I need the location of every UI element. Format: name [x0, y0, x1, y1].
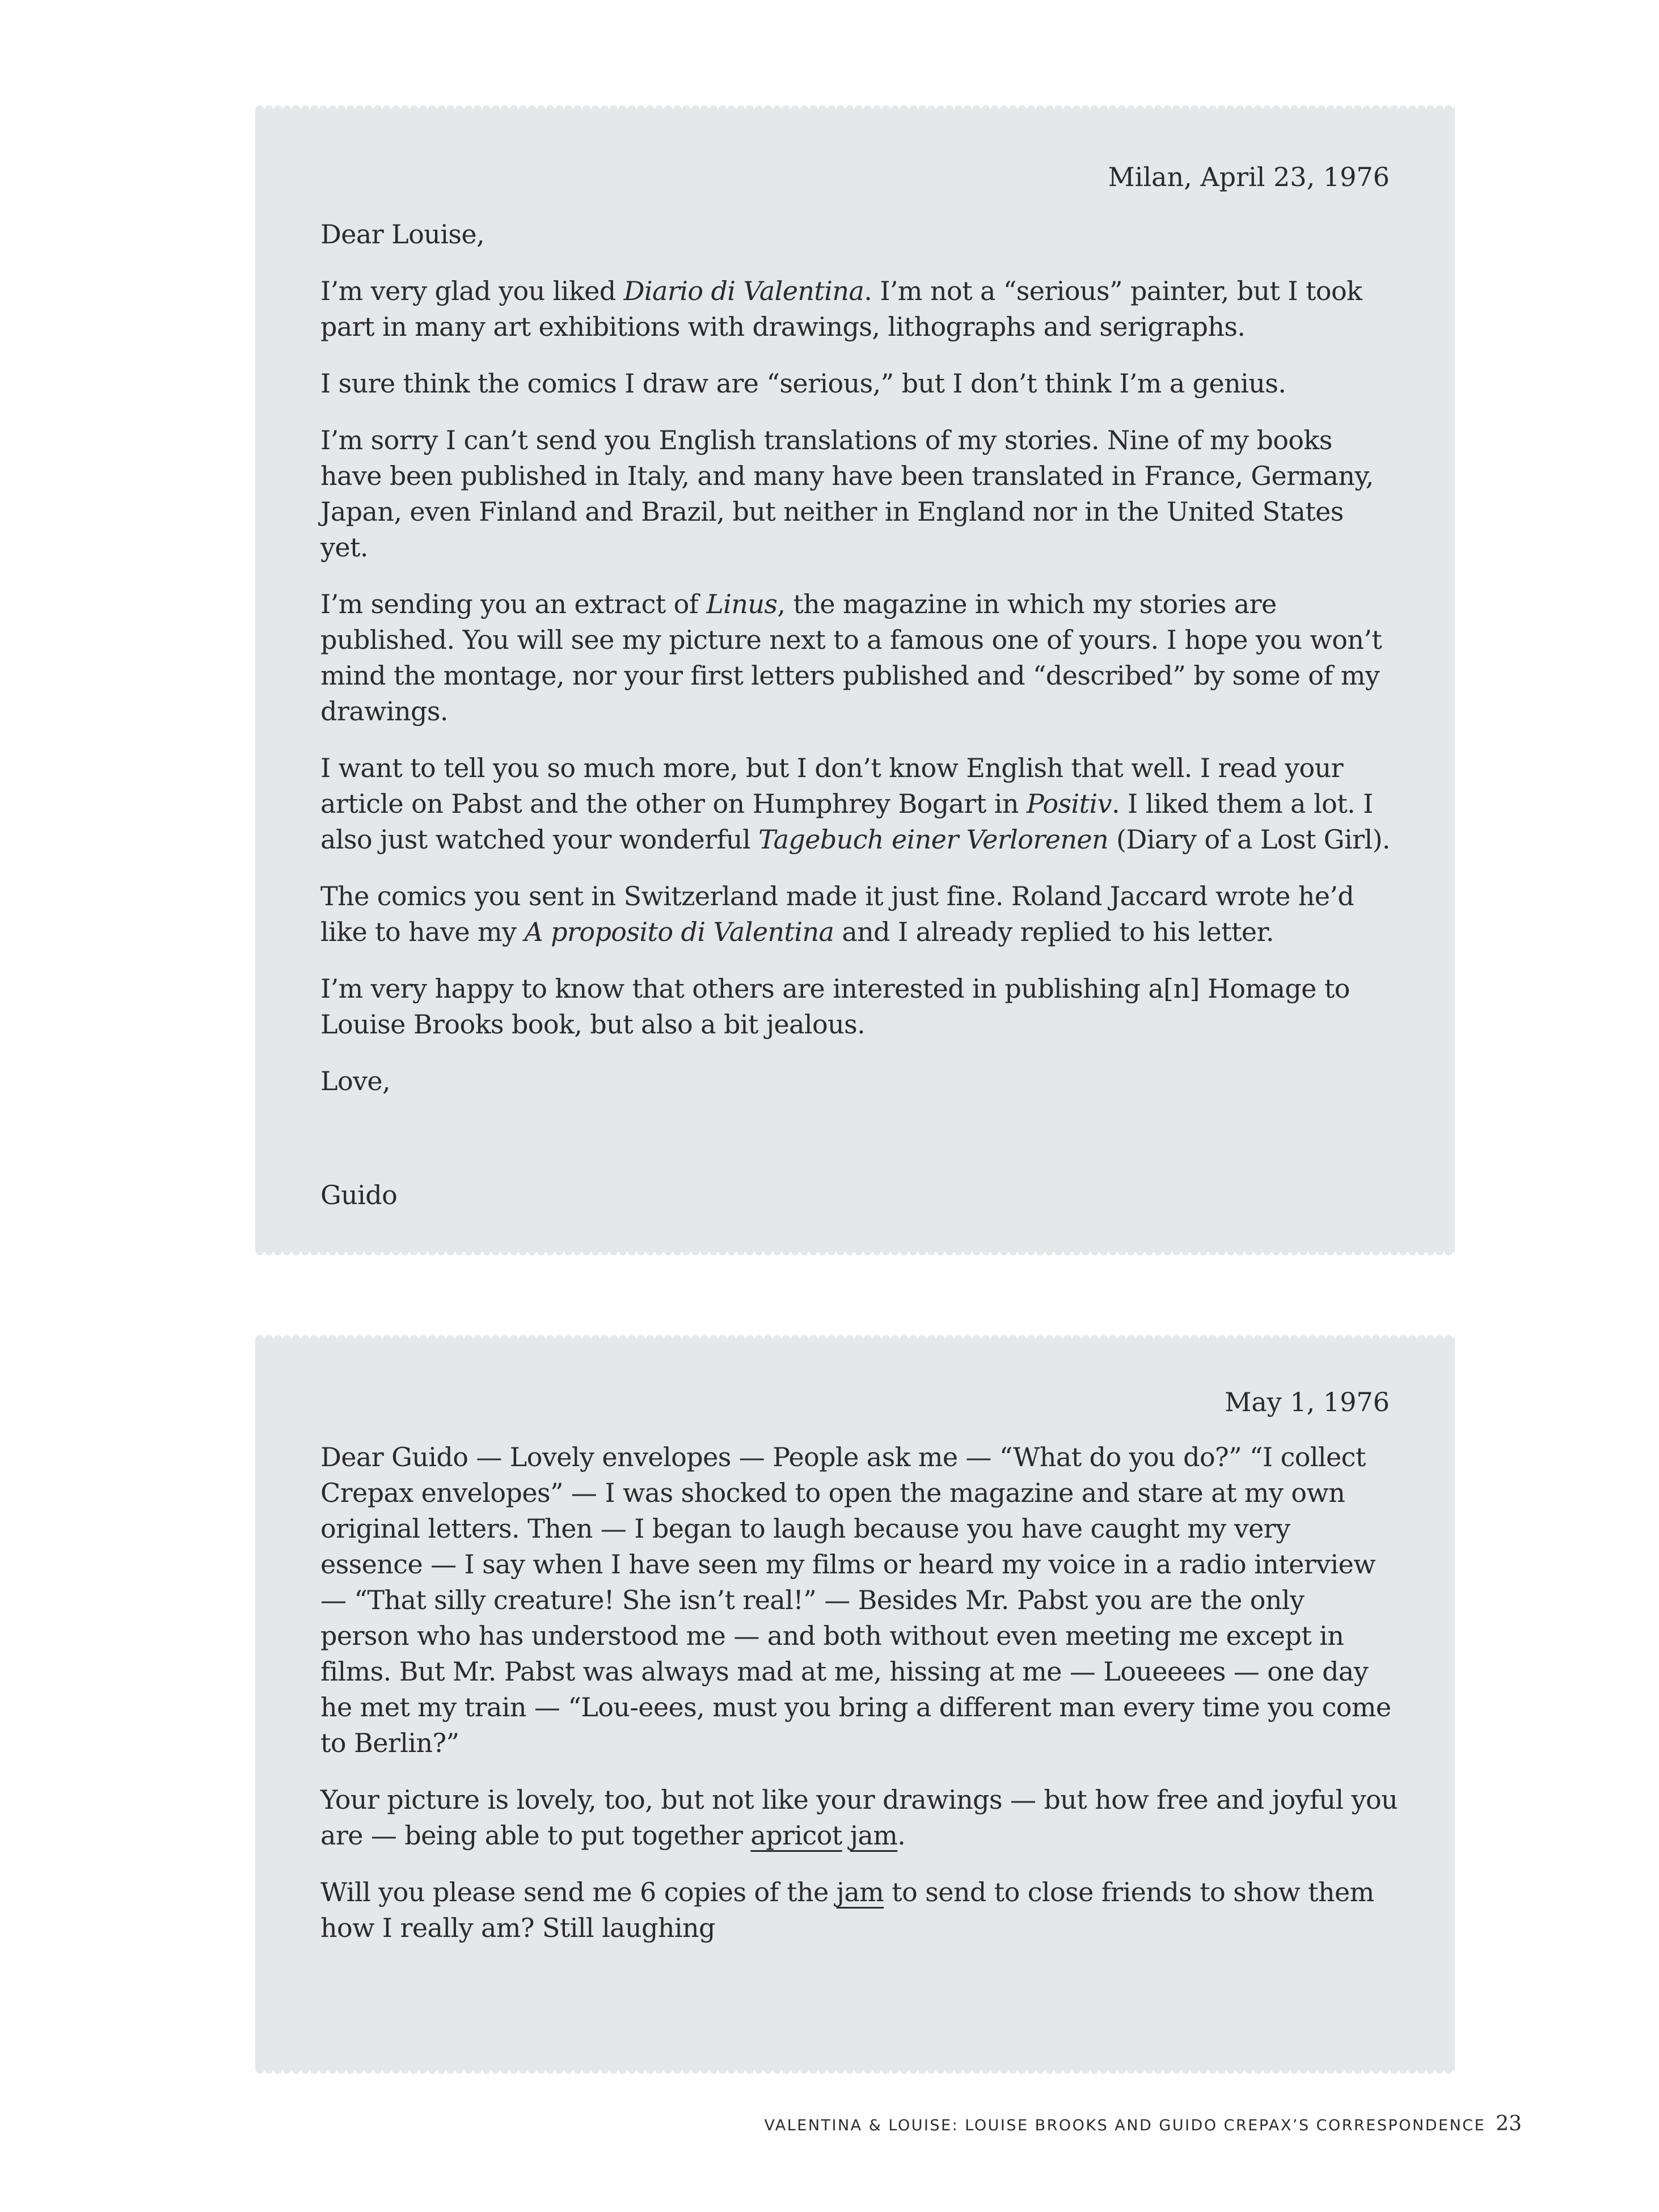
underlined-word: jam — [850, 1820, 898, 1851]
underlined-word: apricot — [750, 1820, 842, 1851]
paragraph: I’m very happy to know that others are interested in publishing a[n] Homage to Louise Brooks book, but also a bit jealous. — [320, 973, 1350, 1040]
letter-card-guido — [255, 109, 1455, 1252]
paragraph: The comics you sent in Switzerland made it just fine. Roland Jaccard wrote he’d like to have my A proposito di Valentina and I already replied to his letter. — [320, 881, 1354, 947]
book-title: Diario di Valentina — [623, 276, 864, 306]
page-footer — [765, 2113, 1522, 2137]
magazine-title: Linus — [706, 589, 778, 619]
book-title: A proposito di Valentina — [524, 917, 834, 947]
letter-body — [320, 217, 1398, 1234]
paragraph: Will you please send me 6 copies of the jam to send to close friends to show them how I really am? Still laughing — [320, 1877, 1374, 1943]
page-number: 23 — [1496, 2112, 1522, 2135]
paragraph: I sure think the comics I draw are “serious,” but I don’t think I’m a genius. — [320, 368, 1286, 399]
paragraph: Your picture is lovely, too, but not like your drawings — but how free and joyful you are — being able to put together apricot jam. — [320, 1784, 1398, 1851]
letter-date: Milan, April 23, 1976 — [1108, 162, 1390, 192]
paragraph: I’m very glad you liked Diario di Valentina. I’m not a “serious” painter, but I took part in many art exhibitions with drawings, lithographs and serigraphs. — [320, 276, 1362, 342]
film-title: Tagebuch einer Verlorenen — [758, 824, 1109, 855]
magazine-title: Positiv — [1026, 788, 1112, 819]
closing: Love, — [320, 1066, 391, 1096]
letter-date: May 1, 1976 — [1225, 1387, 1390, 1417]
letter-card-louise — [255, 1339, 1455, 2070]
paragraph: Dear Guido — Lovely envelopes — People ask me — “What do you do?” “I collect Crepax envelopes” — I was shocked to open the magazine and stare at my own original letters. Then — I began to laugh because you have caught my very essence — I say when I have seen my films or heard my voice in a radio interview — “That silly creature! She isn’t real!” — Besides Mr. Pabst you are the only person who has understood me — and both without even meeting me except in films. But Mr. Pabst was always mad at me, hissing at me — Loueeees — one day he met my train — “Lou-eees, must you bring a different man every time you come to Berlin?” — [320, 1442, 1391, 1758]
underlined-word: jam — [836, 1877, 884, 1907]
paragraph: I’m sorry I can’t send you English translations of my stories. Nine of my books have been published in Italy, and many have been translated in France, Germany, Japan, even Finland and Brazil, but neither in England nor in the United States yet. — [320, 425, 1374, 563]
paragraph: I’m sending you an extract of Linus, the magazine in which my stories are published. You will see my picture next to a famous one of yours. I hope you won’t mind the montage, nor your first letters published and “described” by some of my drawings. — [320, 589, 1382, 727]
paragraph: I want to tell you so much more, but I don’t know English that well. I read your article on Pabst and the other on Humphrey Bogart in Positiv. I liked them a lot. I also just watched your wonderful Tagebuch einer Verlorenen (Diary of a Lost Girl). — [320, 753, 1390, 855]
signature: Guido — [320, 1180, 398, 1210]
letter-body — [320, 1440, 1398, 1967]
salutation: Dear Louise, — [320, 219, 484, 250]
running-title: VALENTINA & LOUISE: LOUISE BROOKS AND GUIDO CREPAX’S CORRESPONDENCE — [764, 2117, 1486, 2134]
